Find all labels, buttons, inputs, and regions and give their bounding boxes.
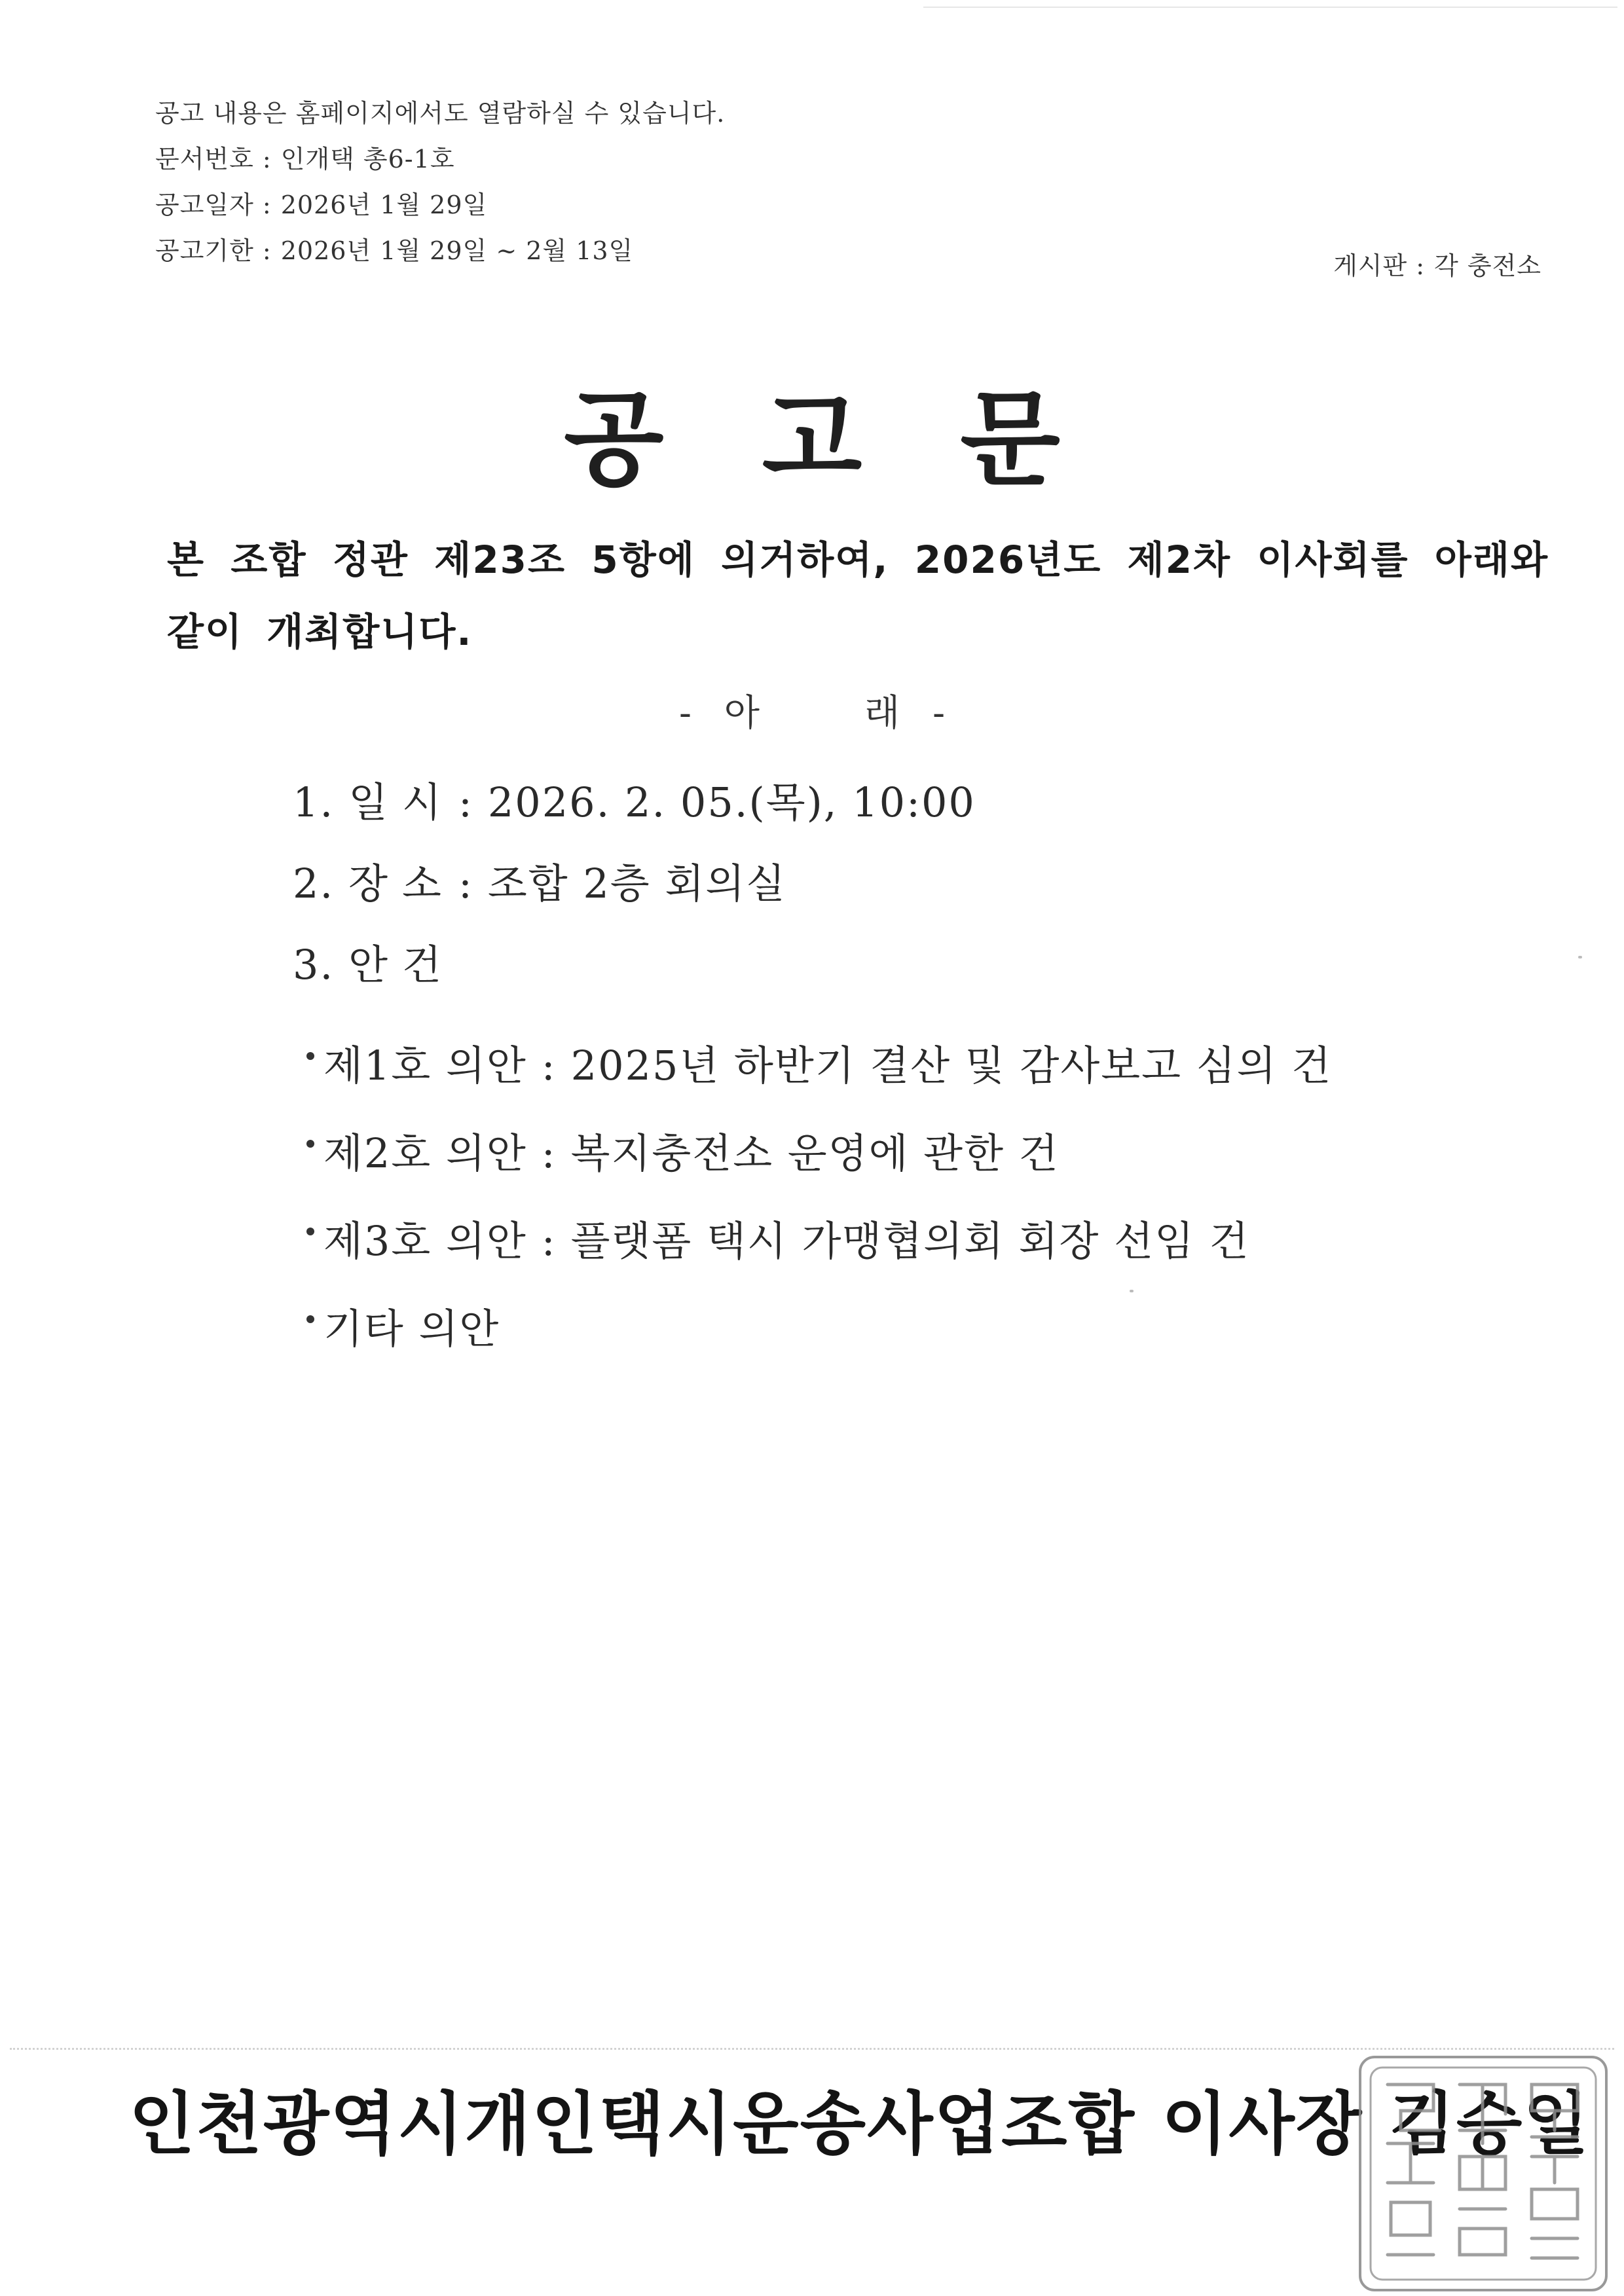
detail-separator: : [458,778,473,826]
notice-date-line [155,182,725,228]
detail-label: 안건 [348,941,456,989]
doc-number-label: 문서번호 : [155,145,272,173]
agenda-name: 제3호 의안 [323,1217,527,1265]
detail-separator: : [458,860,473,907]
agenda-name: 제2호 의안 [323,1129,527,1177]
detail-number: 3. [293,941,335,989]
notice-date: 2026년 1월 29일 [280,191,488,219]
notice-period-line [155,228,725,274]
scan-speck [1130,1290,1134,1292]
footer-divider [10,2048,1614,2050]
detail-value: 조합 2층 회의실 [487,860,787,907]
detail-item-agenda [293,941,976,989]
bulletin-board: 각 충전소 [1434,251,1541,280]
bulletin-board-label: 게시판 : [1333,251,1426,280]
below-heading [0,684,1624,737]
signer-role: 이사장 [1161,2084,1363,2164]
below-dash-left: - [678,692,692,735]
bulletin-board-line [1333,246,1541,282]
detail-item-location [293,860,976,907]
agenda-value: 2025년 하반기 결산 및 감사보고 심의 건 [570,1042,1333,1089]
detail-label: 일시 [348,778,456,826]
below-dash-right: - [932,692,946,735]
below-word-2: 래 [864,692,900,735]
intro-paragraph: 본 조합 정관 제23조 5항에 의거하여, 2026년도 제2차 이사회를 아래와 같이 개최합니다. [167,538,1549,654]
bullet-icon [306,1140,314,1148]
agenda-item [306,1217,1332,1265]
meeting-details [293,778,976,1026]
agenda-separator: : [541,1042,557,1089]
bullet-icon [306,1315,314,1323]
agenda-name: 제1호 의안 [323,1042,527,1089]
seal-pattern [1361,2058,1605,2289]
agenda-item [306,1305,1332,1353]
page-title: 공고문 [564,380,1158,500]
below-word-1: 아 [724,692,760,735]
agenda-separator: : [541,1129,557,1177]
official-seal-stamp [1359,2056,1608,2291]
scan-speck [1578,956,1582,958]
notice-period-label: 공고기한 : [155,236,272,265]
agenda-item [306,1042,1333,1089]
doc-number-line [155,136,725,182]
header-block [155,90,725,274]
detail-number: 2. [293,860,335,907]
agenda-separator: : [541,1217,557,1265]
detail-number: 1. [293,778,335,826]
doc-number: 인개택 총6-1호 [280,145,455,173]
agenda-value: 플랫폼 택시 가맹협의회 회장 선임 건 [570,1217,1250,1265]
notice-period: 2026년 1월 29일 ~ 2월 13일 [280,236,634,265]
agenda-value: 복지충전소 운영에 관한 건 [570,1129,1060,1177]
agenda-name: 기타 의안 [323,1305,500,1353]
detail-label: 장소 [348,860,456,907]
homepage-notice: 공고 내용은 홈페이지에서도 열람하실 수 있습니다. [155,99,726,128]
agenda-list [306,1042,1333,1396]
signer-name: 김승일 [1389,2084,1591,2164]
detail-value: 2026. 2. 05.(목), 10:00 [487,778,976,826]
bullet-icon [306,1052,314,1060]
notice-date-label: 공고일자 : [155,191,272,219]
scan-edge-line [923,7,1617,8]
organization-name: 인천광역시개인택시운송사업조합 [129,2084,1135,2164]
detail-item-datetime [293,778,976,826]
agenda-item [306,1129,1332,1177]
bullet-icon [306,1228,314,1235]
